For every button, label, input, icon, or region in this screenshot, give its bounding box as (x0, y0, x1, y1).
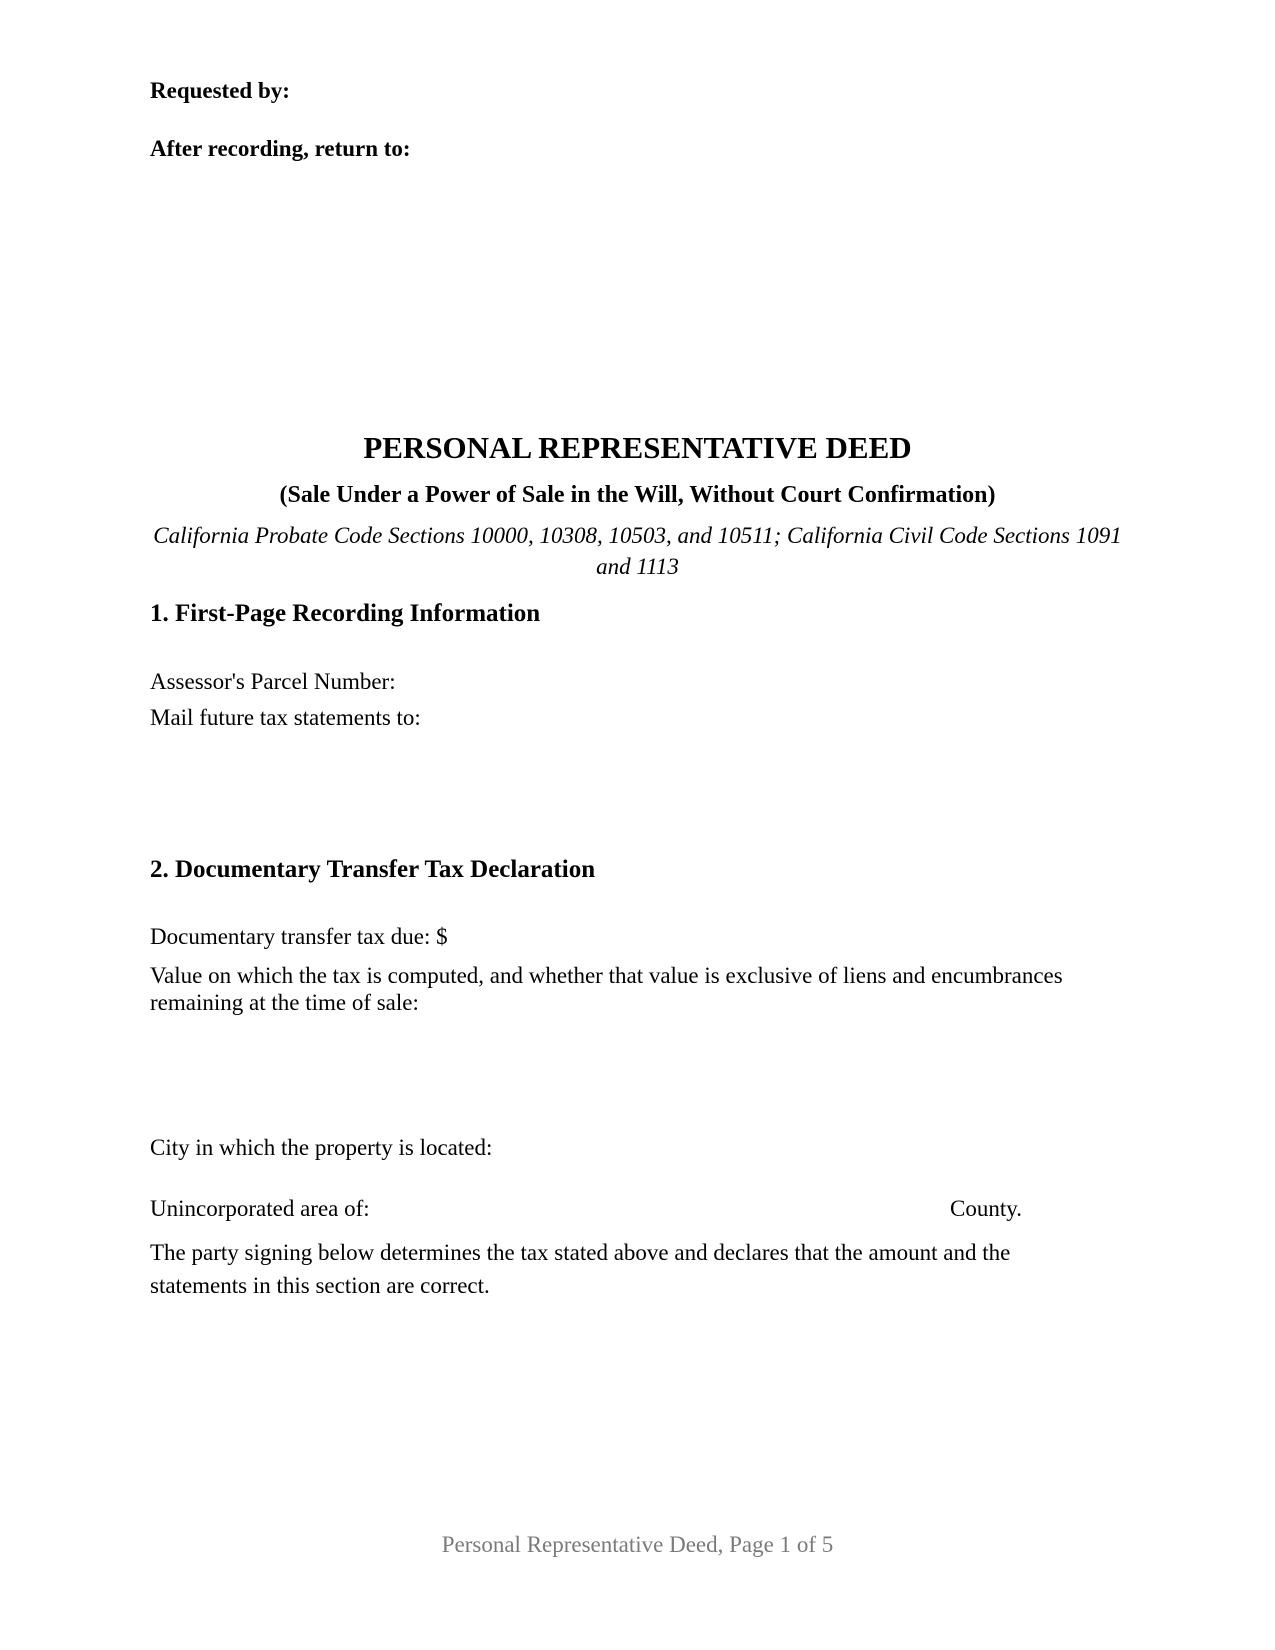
county-suffix: County. (950, 1196, 1022, 1221)
apn-label: Assessor's Parcel Number: (150, 669, 396, 694)
transfer-tax-due-label: Documentary transfer tax due: $ (150, 924, 448, 949)
property-city-label: City in which the property is located: (150, 1135, 493, 1160)
document-title: PERSONAL REPRESENTATIVE DEED (363, 430, 912, 465)
mail-tax-statements-label: Mail future tax statements to: (150, 705, 421, 730)
return-to-label: After recording, return to: (150, 136, 411, 161)
tax-value-label: Value on which the tax is computed, and whether that value is exclusive of liens and encumbrances remaining at the time of sale: (150, 963, 1063, 1015)
statute-citation: California Probate Code Sections 10000, 10308, 10503, and 10511; California Civil Code Sections 1091 and 1113 (153, 523, 1122, 579)
requested-by-label: Requested by: (150, 78, 290, 103)
document-subtitle: (Sale Under a Power of Sale in the Will, Without Court Confirmation) (279, 482, 996, 508)
page-footer: Personal Representative Deed, Page 1 of 5 (441, 1532, 834, 1557)
declaration-text: The party signing below determines the tax stated above and declares that the amount and the statements in this section are correct. (150, 1240, 1011, 1298)
unincorporated-area-label: Unincorporated area of: (150, 1196, 370, 1221)
section-2-heading: 2. Documentary Transfer Tax Declaration (150, 856, 596, 883)
section-1-heading: 1. First-Page Recording Information (150, 600, 541, 627)
